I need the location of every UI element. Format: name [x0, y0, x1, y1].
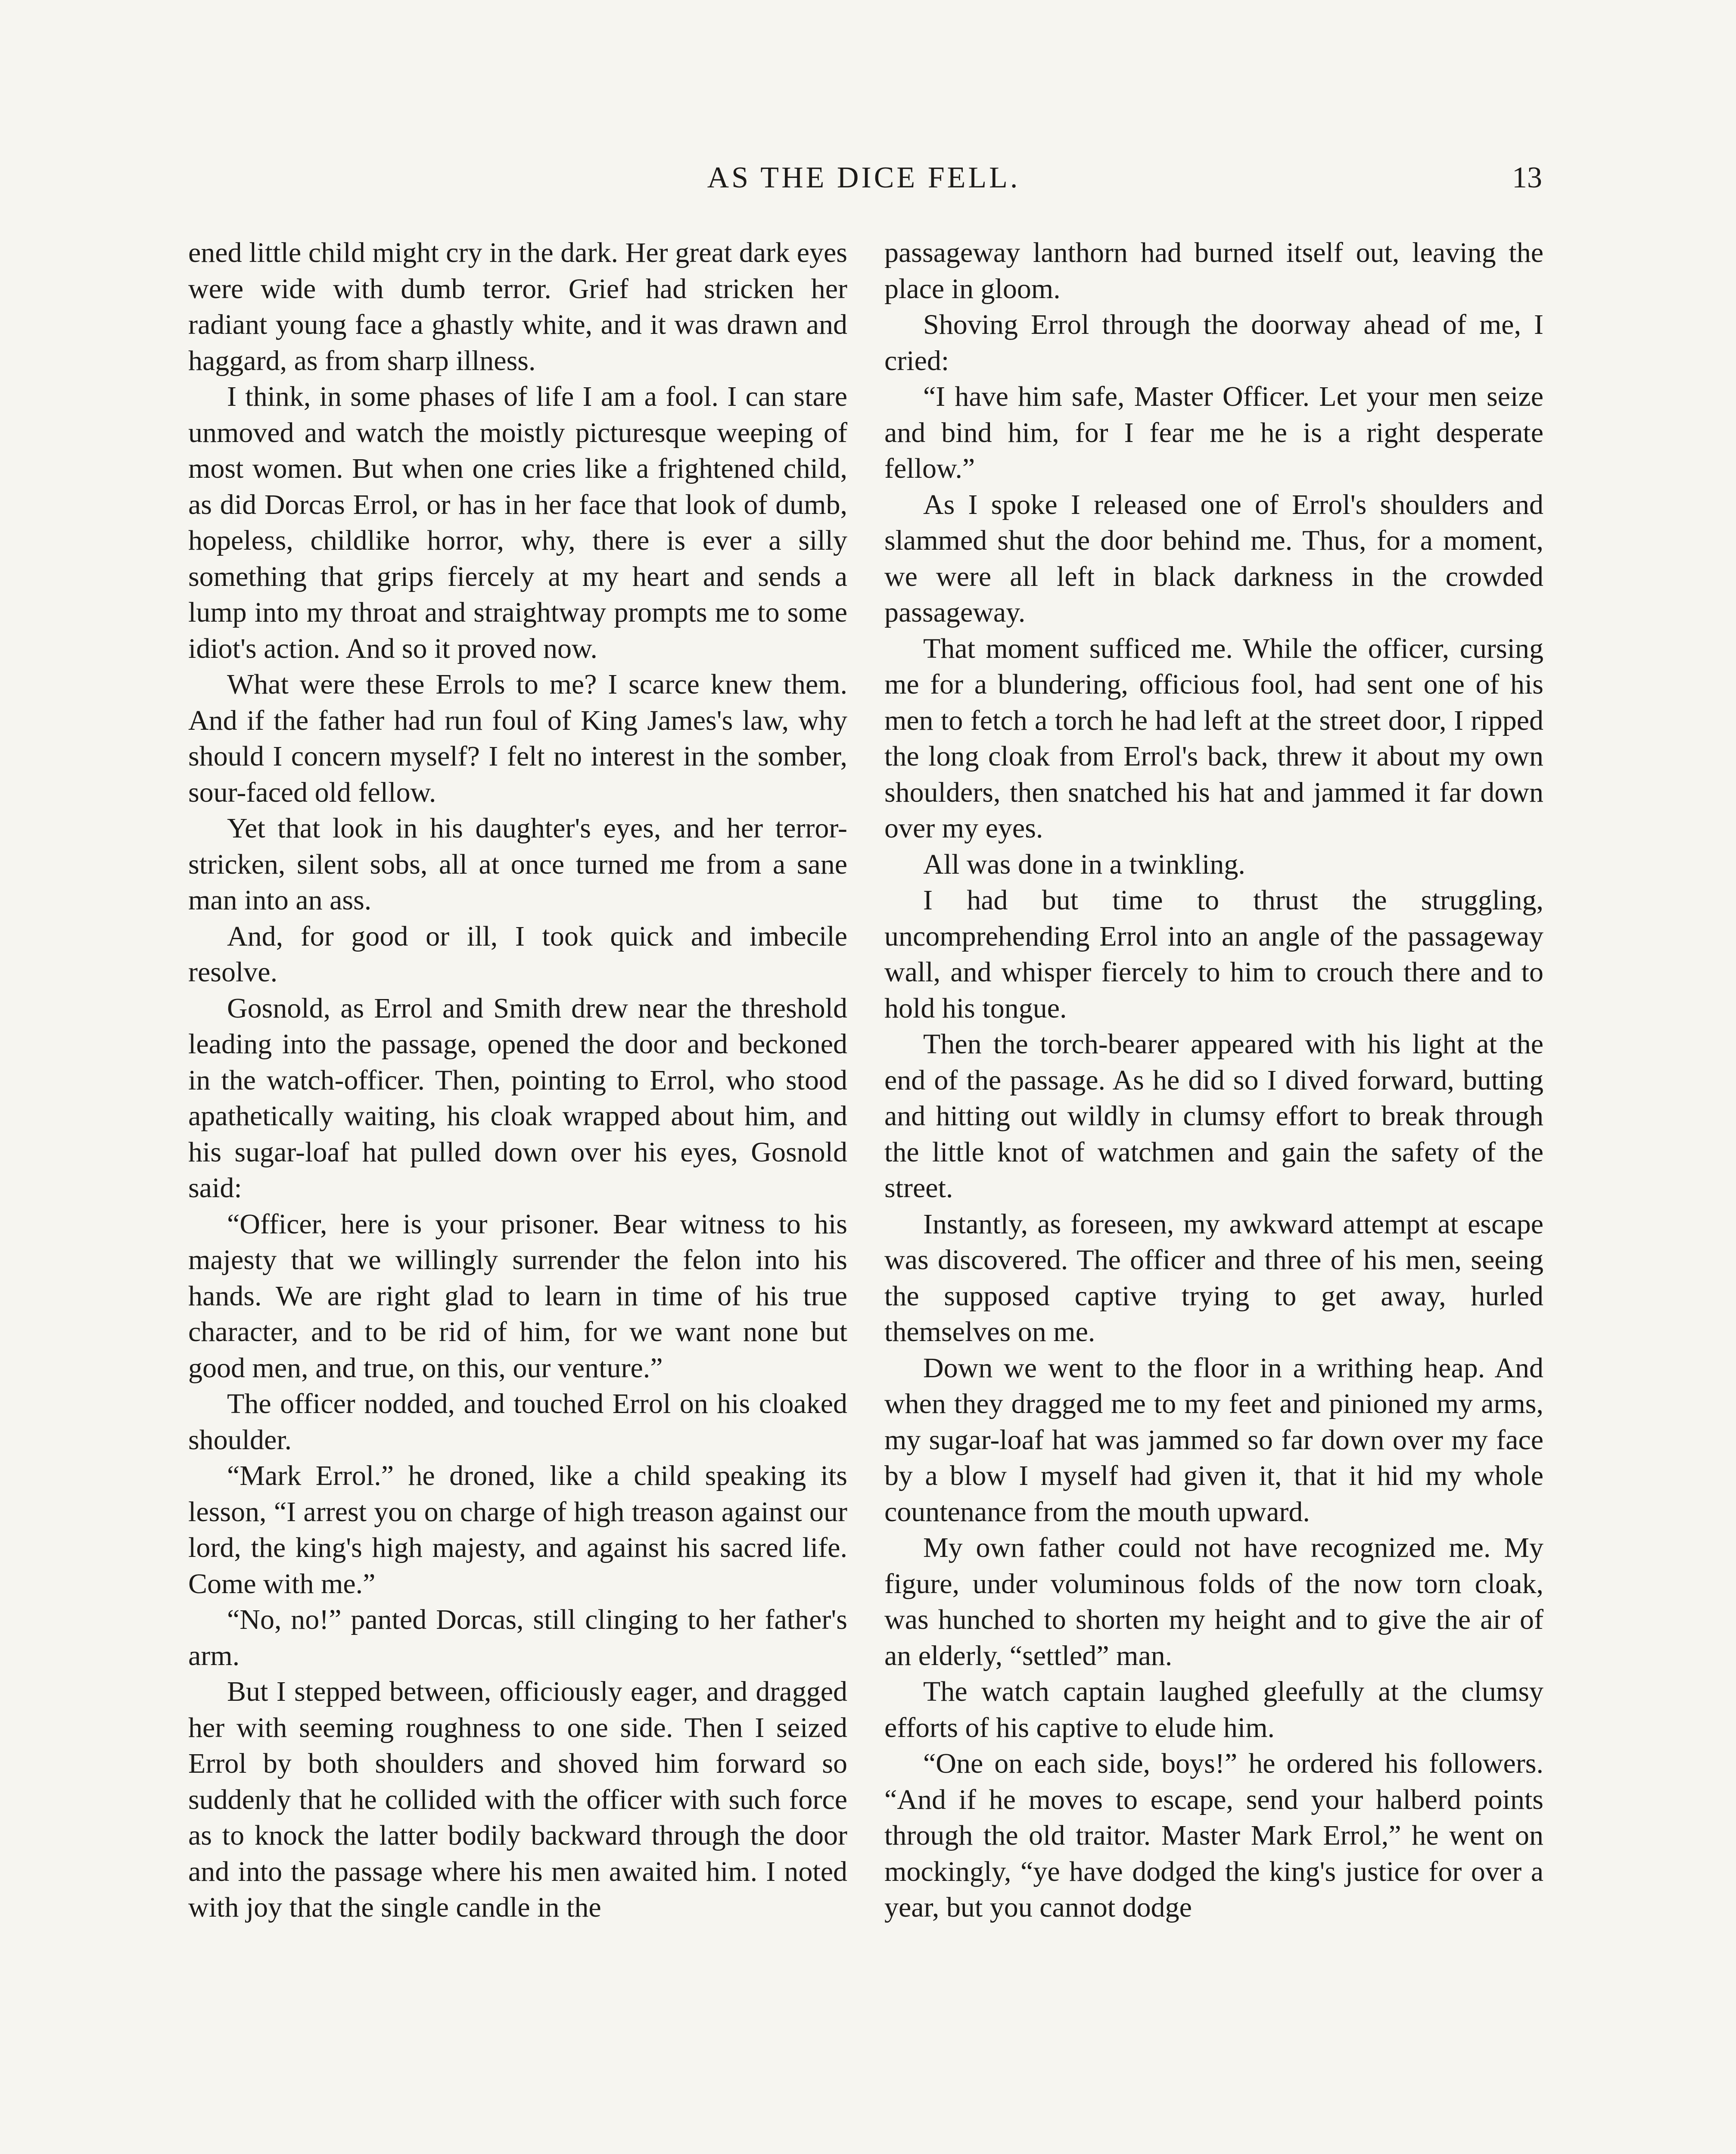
paragraph: All was done in a twinkling. — [923, 848, 1245, 880]
left-column — [188, 235, 847, 2154]
paragraph: I had but time to thrust the struggling, uncomprehending Errol into an angle of the passageway wall, and whisper fiercely to him to crouch there and to hold his tongue. — [884, 884, 1543, 1024]
paragraph: Then the torch-bearer appeared with his light at the end of the passage. As he did so I dived forward, butting and hitting out wildly in clumsy effort to break through the little knot of watchmen and gain the safety of the street. — [884, 1028, 1543, 1204]
paragraph: “No, no!” panted Dorcas, still clinging to her father's arm. — [188, 1604, 847, 1672]
paragraph: As I spoke I released one of Errol's shoulders and slammed shut the door behind me. Thus, for a moment, we were all left in black darkness in the crowded passageway. — [884, 489, 1543, 628]
paragraph: Yet that look in his daughter's eyes, and her terror-stricken, silent sobs, all at once turned me from a sane man into an ass. — [188, 812, 847, 916]
paragraph: “Officer, here is your prisoner. Bear witness to his majesty that we willingly surrender the felon into his hands. We are right glad to learn in time of his true character, and to be rid of him, for we want none but good men, and true, on this, our venture.” — [188, 1208, 847, 1384]
running-head — [185, 159, 1542, 197]
paragraph: Shoving Errol through the doorway ahead of me, I cried: — [884, 309, 1543, 377]
paragraph: And, for good or ill, I took quick and imbecile resolve. — [188, 920, 847, 988]
right-column — [884, 235, 1543, 2154]
paragraph: “Mark Errol.” he droned, like a child speaking its lesson, “I arrest you on charge of high treason against our lord, the king's high majesty, and against his sacred life. Come with me.” — [188, 1460, 847, 1600]
paragraph: But I stepped between, officiously eager, and dragged her with seeming roughness to one side. Then I seized Errol by both shoulders and shoved him forward so suddenly that he collided with the officer with such force as to knock the latter bodily backward through the door and into the passage where his men awaited him. I noted with joy that the single candle in the — [188, 1676, 847, 1923]
paragraph: Down we went to the floor in a writhing heap. And when they dragged me to my feet and pinioned my arms, my sugar-loaf hat was jammed so far down over my face by a blow I myself had given it, that it hid my whole countenance from the mouth upward. — [884, 1352, 1543, 1528]
page-number: 13 — [1512, 161, 1542, 194]
paragraph: “I have him safe, Master Officer. Let your men seize and bind him, for I fear me he is a right desperate fellow.” — [884, 381, 1543, 484]
paragraph: ened little child might cry in the dark. Her great dark eyes were wide with dumb terror. Grief had stricken her radiant young face a ghastly white, and it was drawn and haggard, as from sharp illness. — [188, 237, 847, 377]
paragraph: Gosnold, as Errol and Smith drew near the threshold leading into the passage, opened the door and beckoned in the watch-officer. Then, pointing to Errol, who stood apathetically waiting, his cloak wrapped about him, and his sugar-loaf hat pulled down over his eyes, Gosnold said: — [188, 992, 847, 1204]
paragraph: The officer nodded, and touched Errol on his cloaked shoulder. — [188, 1388, 847, 1456]
paragraph: I think, in some phases of life I am a fool. I can stare unmoved and watch the moistly picturesque weeping of most women. But when one cries like a frightened child, as did Dorcas Errol, or has in her face that look of dumb, hopeless, childlike horror, why, there is ever a silly something that grips fiercely at my heart and sends a lump into my throat and straightway prompts me to some idiot's action. And so it proved now. — [188, 381, 847, 664]
paragraph: That moment sufficed me. While the officer, cursing me for a blundering, officious fool, had sent one of his men to fetch a torch he had left at the street door, I ripped the long cloak from Errol's back, threw it about my own shoulders, then snatched his hat and jammed it far down over my eyes. — [884, 632, 1543, 844]
running-title: AS THE DICE FELL. — [707, 161, 1020, 194]
paragraph: What were these Errols to me? I scarce knew them. And if the father had run foul of King James's law, why should I concern myself? I felt no interest in the somber, sour-faced old fellow. — [188, 669, 847, 808]
paragraph: Instantly, as foreseen, my awkward attempt at escape was discovered. The officer and three of his men, seeing the supposed captive trying to get away, hurled themselves on me. — [884, 1208, 1543, 1348]
paragraph: The watch captain laughed gleefully at the clumsy efforts of his captive to elude him. — [884, 1676, 1543, 1743]
paragraph: My own father could not have recognized me. My figure, under voluminous folds of the now torn cloak, was hunched to shorten my height and to give the air of an elderly, “settled” man. — [884, 1532, 1543, 1672]
paragraph: “One on each side, boys!” he ordered his followers. “And if he moves to escape, send your halberd points through the old traitor. Master Mark Errol,” he went on mockingly, “ye have dodged the king's justice for over a year, but you cannot dodge — [884, 1748, 1543, 1923]
paragraph: passageway lanthorn had burned itself out, leaving the place in gloom. — [884, 237, 1543, 305]
